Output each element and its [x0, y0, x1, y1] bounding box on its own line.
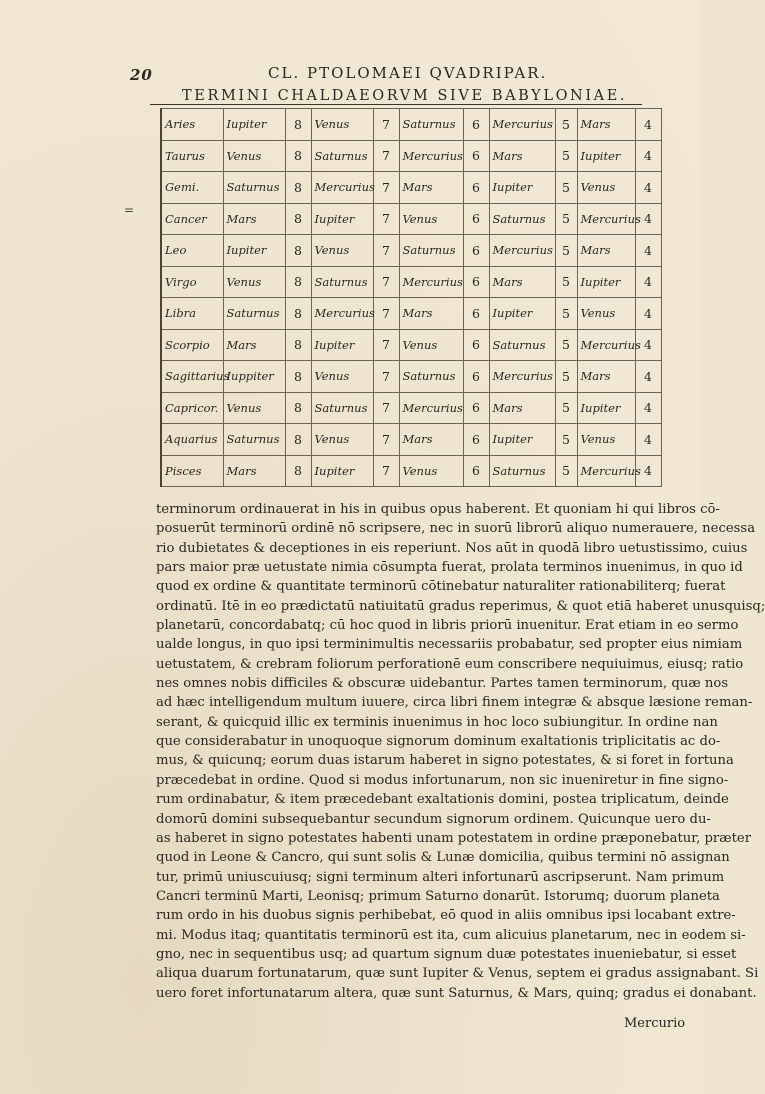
text-line: rum ordo in his duobus signis perhibebat, eō quod in aliis omnibus ipsi locabant extre- — [156, 908, 736, 924]
text-line: pars maior præ uetustate nimia cōsumpta fuerat, prolata terminos inuenimus, in quo id — [156, 560, 743, 576]
text-line: tur, primū uniuscuiusq; signi terminum alteri infortunarū ascripserunt. Nam primum — [156, 869, 725, 885]
planet-cell: Saturnus — [399, 235, 463, 267]
degrees-cell: 7 — [373, 172, 399, 204]
sign-cell: Sagittarius — [161, 361, 223, 393]
degrees-cell: 5 — [555, 455, 577, 487]
degrees-cell: 8 — [285, 203, 311, 235]
sign-cell: Pisces — [161, 455, 223, 487]
planet-cell: Venus — [311, 424, 373, 456]
table-row — [161, 266, 661, 298]
planet-cell: Venus — [577, 172, 635, 204]
table-row — [161, 235, 661, 267]
degrees-cell: 6 — [463, 235, 489, 267]
degrees-cell: 4 — [635, 392, 661, 424]
planet-cell: Iupiter — [489, 298, 555, 330]
planet-cell: Saturnus — [311, 140, 373, 172]
planet-cell: Venus — [311, 109, 373, 141]
planet-cell: Venus — [223, 266, 285, 298]
text-line: nes omnes nobis difficiles & obscuræ uidebantur. Partes tamen terminorum, quæ nos — [156, 676, 729, 692]
planet-cell: Iupiter — [489, 424, 555, 456]
planet-cell: Saturnus — [223, 172, 285, 204]
planet-cell: Venus — [223, 140, 285, 172]
degrees-cell: 8 — [285, 172, 311, 204]
sign-cell: Cancer — [161, 203, 223, 235]
text-line: planetarū, concordabatq; cū hoc quod in libris priorū inuenitur. Erat etiam in eo sermo — [156, 618, 739, 634]
degrees-cell: 8 — [285, 266, 311, 298]
degrees-cell: 8 — [285, 235, 311, 267]
degrees-cell: 4 — [635, 172, 661, 204]
planet-cell: Venus — [399, 203, 463, 235]
text-line: mi. Modus itaq; quantitatis terminorū est ita, cum alicuius planetarum, nec in eodem si- — [156, 927, 746, 943]
degrees-cell: 5 — [555, 266, 577, 298]
planet-cell: Mars — [577, 235, 635, 267]
degrees-cell: 7 — [373, 455, 399, 487]
planet-cell: Saturnus — [399, 361, 463, 393]
text-line: terminorum ordinauerat in his in quibus opus haberent. Et quoniam hi qui libros cō- — [156, 502, 720, 517]
planet-cell: Saturnus — [223, 424, 285, 456]
planet-cell: Mercurius — [399, 266, 463, 298]
text-line: ordinatū. Itē in eo prædictatū natiuitatū gradus reperimus, & quot etiā haberet unusquisq; — [156, 598, 765, 614]
body-text — [156, 500, 765, 1003]
sign-cell: Aquarius — [161, 424, 223, 456]
planet-cell: Mars — [223, 329, 285, 361]
text-line: Cancri terminū Marti, Leonisq; primum Saturno donarūt. Istorumq; duorum planeta — [156, 888, 720, 904]
text-line: domorū domini subsequebantur secundum signorum ordinem. Quicunque uero du- — [156, 811, 711, 827]
degrees-cell: 6 — [463, 140, 489, 172]
planet-cell: Mercurius — [577, 455, 635, 487]
table-title: TERMINI CHALDAEORVM SIVE BABYLONIAE. — [182, 88, 628, 104]
planet-cell: Venus — [311, 235, 373, 267]
planet-cell: Mars — [577, 361, 635, 393]
planet-cell: Mars — [223, 455, 285, 487]
degrees-cell: 4 — [635, 298, 661, 330]
degrees-cell: 6 — [463, 361, 489, 393]
degrees-cell: 5 — [555, 109, 577, 141]
planet-cell: Saturnus — [311, 266, 373, 298]
degrees-cell: 6 — [463, 172, 489, 204]
text-line: posuerūt terminorū ordinē nō scripsere, nec in suorū librorū aliquo numerauere, necessa — [156, 521, 756, 537]
degrees-cell: 8 — [285, 424, 311, 456]
planet-cell: Iupiter — [577, 140, 635, 172]
planet-cell: Mercurius — [489, 361, 555, 393]
planet-cell: Venus — [399, 329, 463, 361]
text-line: ad hæc intelligendum multum iuuere, circa libri finem integræ & absque læsione reman- — [156, 695, 753, 711]
planet-cell: Mars — [399, 172, 463, 204]
margin-mark: = — [124, 203, 135, 217]
planet-cell: Mars — [577, 109, 635, 141]
table-row — [161, 109, 661, 141]
sign-cell: Scorpio — [161, 329, 223, 361]
planet-cell: Saturnus — [489, 329, 555, 361]
planet-cell: Mars — [489, 392, 555, 424]
text-line: mus, & quicunq; eorum duas istarum haberet in signo potestates, & si foret in fortuna — [156, 753, 734, 769]
planet-cell: Mars — [223, 203, 285, 235]
table-row — [161, 203, 661, 235]
planet-cell: Iupiter — [223, 235, 285, 267]
table-row — [161, 424, 661, 456]
degrees-cell: 4 — [635, 140, 661, 172]
degrees-cell: 5 — [555, 298, 577, 330]
degrees-cell: 4 — [635, 361, 661, 393]
text-line: gno, nec in sequentibus usq; ad quartum signum duæ potestates inueniebatur, si esset — [156, 946, 737, 962]
degrees-cell: 7 — [373, 203, 399, 235]
table-row — [161, 140, 661, 172]
planet-cell: Iupiter — [223, 109, 285, 141]
degrees-cell: 7 — [373, 109, 399, 141]
planet-cell: Venus — [577, 298, 635, 330]
degrees-cell: 6 — [463, 203, 489, 235]
degrees-cell: 6 — [463, 298, 489, 330]
degrees-cell: 6 — [463, 392, 489, 424]
sign-cell: Taurus — [161, 140, 223, 172]
planet-cell: Iupiter — [577, 392, 635, 424]
degrees-cell: 5 — [555, 140, 577, 172]
sign-cell: Virgo — [161, 266, 223, 298]
text-line: que considerabatur in unoquoque signorum dominum exaltationis triplicitatis ac do- — [156, 734, 721, 750]
text-line: serant, & quicquid illic ex terminis inuenimus in hoc loco subiungitur. In ordine nan — [156, 714, 718, 730]
degrees-cell: 6 — [463, 424, 489, 456]
text-line: rum ordinabatur, & item præcedebant exaltationis domini, postea triplicatum, deinde — [156, 792, 729, 808]
degrees-cell: 8 — [285, 361, 311, 393]
sign-cell: Aries — [161, 109, 223, 141]
text-line: aliqua duarum fortunatarum, quæ sunt Iupiter & Venus, septem ei gradus assignabant. Si — [156, 966, 759, 982]
planet-cell: Mercurius — [577, 329, 635, 361]
planet-cell: Mars — [489, 266, 555, 298]
degrees-cell: 7 — [373, 329, 399, 361]
degrees-cell: 5 — [555, 235, 577, 267]
degrees-cell: 4 — [635, 424, 661, 456]
planet-cell: Saturnus — [223, 298, 285, 330]
degrees-cell: 7 — [373, 392, 399, 424]
terms-table — [160, 108, 662, 487]
degrees-cell: 5 — [555, 361, 577, 393]
degrees-cell: 8 — [285, 455, 311, 487]
degrees-cell: 5 — [555, 203, 577, 235]
planet-cell: Saturnus — [489, 455, 555, 487]
degrees-cell: 4 — [635, 455, 661, 487]
planet-cell: Mercurius — [489, 109, 555, 141]
table-row — [161, 172, 661, 204]
planet-cell: Venus — [223, 392, 285, 424]
sign-cell: Libra — [161, 298, 223, 330]
planet-cell: Mars — [399, 424, 463, 456]
sign-cell: Leo — [161, 235, 223, 267]
planet-cell: Iupiter — [311, 329, 373, 361]
degrees-cell: 5 — [555, 424, 577, 456]
degrees-cell: 5 — [555, 172, 577, 204]
table-row — [161, 361, 661, 393]
planet-cell: Mercurius — [489, 235, 555, 267]
planet-cell: Mars — [489, 140, 555, 172]
degrees-cell: 4 — [635, 329, 661, 361]
degrees-cell: 7 — [373, 266, 399, 298]
degrees-cell: 8 — [285, 140, 311, 172]
text-line: rio dubietates & deceptiones in eis reperiunt. Nos aūt in quodā libro uetustissimo, cuius — [156, 540, 748, 556]
degrees-cell: 7 — [373, 140, 399, 172]
planet-cell: Saturnus — [489, 203, 555, 235]
text-line: as haberet in signo potestates habenti unam potestatem in ordine præponebatur, præter — [156, 830, 752, 846]
degrees-cell: 8 — [285, 109, 311, 141]
planet-cell: Mercurius — [577, 203, 635, 235]
folio-number: 20 — [130, 66, 153, 84]
degrees-cell: 5 — [555, 329, 577, 361]
planet-cell: Saturnus — [399, 109, 463, 141]
planet-cell: Mercurius — [399, 140, 463, 172]
text-line: uero foret infortunatarum altera, quæ sunt Saturnus, & Mars, quinq; gradus ei donabant. — [156, 985, 757, 1001]
degrees-cell: 5 — [555, 392, 577, 424]
sign-cell: Gemi. — [161, 172, 223, 204]
planet-cell: Saturnus — [311, 392, 373, 424]
degrees-cell: 6 — [463, 455, 489, 487]
table-row — [161, 392, 661, 424]
degrees-cell: 4 — [635, 235, 661, 267]
degrees-cell: 7 — [373, 361, 399, 393]
degrees-cell: 7 — [373, 424, 399, 456]
sign-cell: Capricor. — [161, 392, 223, 424]
planet-cell: Venus — [311, 361, 373, 393]
catchword: Mercurio — [624, 1016, 686, 1031]
degrees-cell: 6 — [463, 329, 489, 361]
table-top-rule — [150, 104, 642, 105]
degrees-cell: 7 — [373, 298, 399, 330]
terms-table-body — [161, 109, 661, 487]
planet-cell: Iupiter — [311, 455, 373, 487]
table-row — [161, 298, 661, 330]
planet-cell: Mars — [399, 298, 463, 330]
planet-cell: Venus — [399, 455, 463, 487]
planet-cell: Mercurius — [399, 392, 463, 424]
text-line: quod in Leone & Cancro, qui sunt solis & Lunæ domicilia, quibus termini nō assignan — [156, 850, 730, 866]
planet-cell: Venus — [577, 424, 635, 456]
degrees-cell: 6 — [463, 109, 489, 141]
degrees-cell: 6 — [463, 266, 489, 298]
table-row — [161, 329, 661, 361]
degrees-cell: 7 — [373, 235, 399, 267]
text-line: uetustatem, & crebram foliorum perforationē eum conscribere nequiuimus, eiusq; ratio — [156, 656, 744, 672]
planet-cell: Mercurius — [311, 298, 373, 330]
degrees-cell: 8 — [285, 392, 311, 424]
running-head: CL. PTOLOMAEI QVADRIPAR. — [268, 64, 548, 82]
degrees-cell: 4 — [635, 109, 661, 141]
degrees-cell: 8 — [285, 298, 311, 330]
planet-cell: Iupiter — [311, 203, 373, 235]
text-line: ualde longus, in quo ipsi terminimultis necessariis probabatur, sed propter eius nimiam — [156, 637, 743, 653]
degrees-cell: 4 — [635, 266, 661, 298]
planet-cell: Iuppiter — [223, 361, 285, 393]
planet-cell: Mercurius — [311, 172, 373, 204]
text-line: præcedebat in ordine. Quod si modus infortunarum, non sic inueniretur in fine signo- — [156, 772, 729, 788]
degrees-cell: 8 — [285, 329, 311, 361]
table-row — [161, 455, 661, 487]
text-line: quod ex ordine & quantitate terminorū cōtinebatur naturaliter rationabiliterq; fuerat — [156, 579, 726, 595]
planet-cell: Iupiter — [489, 172, 555, 204]
planet-cell: Iupiter — [577, 266, 635, 298]
degrees-cell: 4 — [635, 203, 661, 235]
